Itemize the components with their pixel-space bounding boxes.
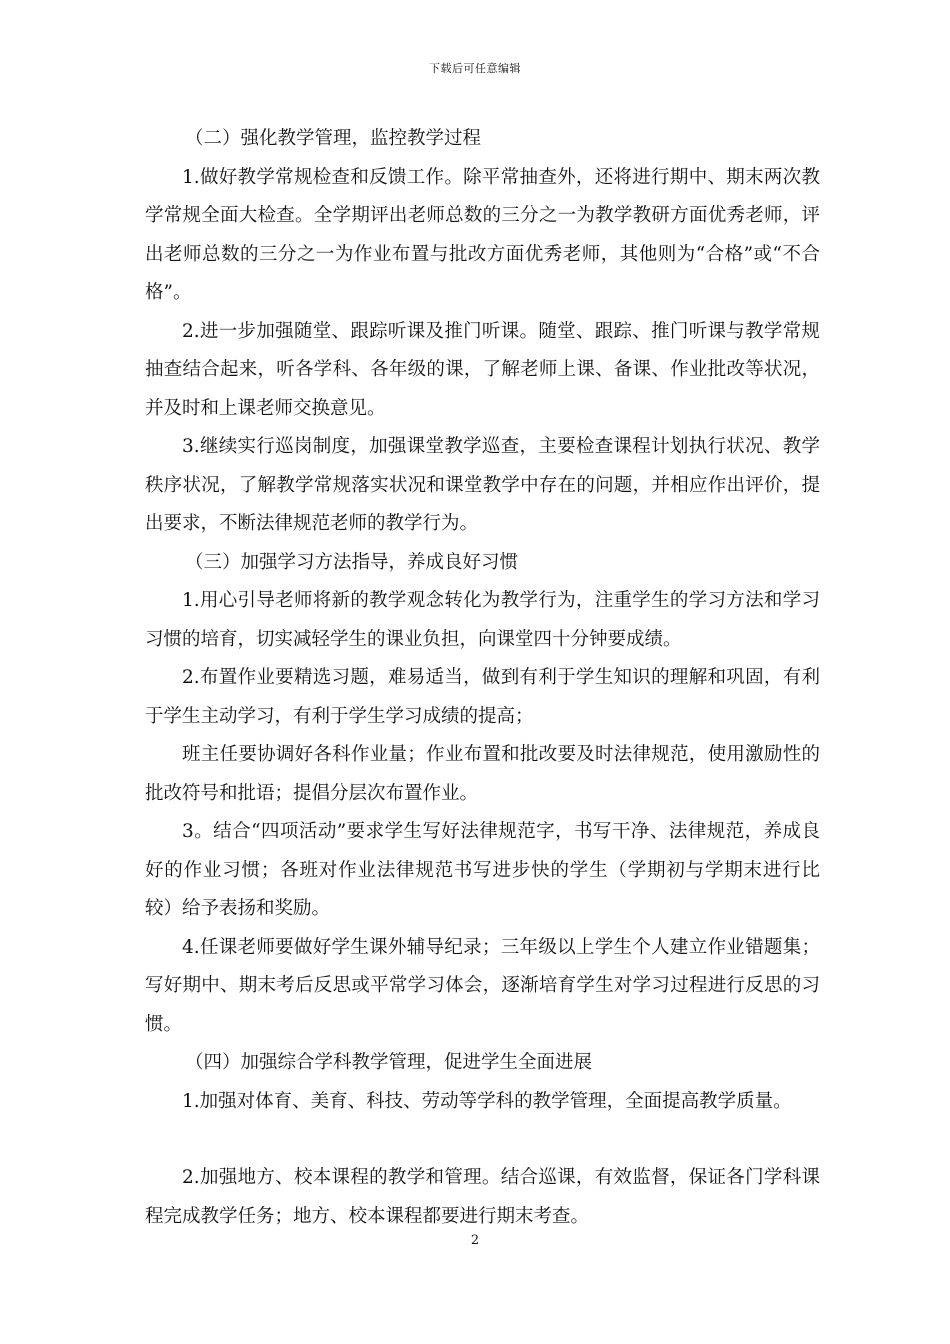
paragraph: 1.做好教学常规检查和反馈工作。除平常抽查外，还将进行期中、期末两次教学常规全面大检查。全学期评出老师总数的三分之一为教学教研方面优秀老师，评出老师总数的三分之一为作业布置与批改方面优秀老师，其他则为“合格”或“不合格”。 xyxy=(145,166,820,303)
paragraph: 4.任课老师要做好学生课外辅导纪录；三年级以上学生个人建立作业错题集；写好期中、期末考后反思或平常学习体会，逐渐培育学生对学习过程进行反思的习惯。 xyxy=(145,936,820,1035)
paragraph: 1.加强对体育、美育、科技、劳动等学科的教学管理，全面提高教学质量。 xyxy=(182,1090,792,1112)
page-number: 2 xyxy=(470,1233,480,1248)
paragraph: 3.继续实行巡岗制度，加强课堂教学巡查，主要检查课程计划执行状况、教学秩序状况，了解教学常规落实状况和课堂教学中存在的问题，并相应作出评价，提出要求，不断法律规范老师的教学行为。 xyxy=(145,436,820,534)
section-heading-2: （二）强化教学管理，监控教学过程 xyxy=(185,128,482,149)
paragraph: 2.布置作业要精选习题，难易适当，做到有利于学生知识的理解和巩固，有利于学生主动学习，有利于学生学习成绩的提高； xyxy=(145,667,820,727)
page-header: 下载后可任意编辑 xyxy=(429,62,521,75)
paragraph: 班主任要协调好各科作业量；作业布置和批改要及时法律规范，使用激励性的批改符号和批语；提倡分层次布置作业。 xyxy=(145,744,820,804)
paragraph: 2.加强地方、校本课程的教学和管理。结合巡课，有效监督，保证各门学科课程完成教学任务；地方、校本课程都要进行期末考查。 xyxy=(145,1167,820,1227)
section-heading-3: （三）加强学习方法指导，养成良好习惯 xyxy=(185,551,519,573)
document-body xyxy=(145,120,820,1236)
paragraph: 2.进一步加强随堂、跟踪听课及推门听课。随堂、跟踪、推门听课与教学常规抽查结合起来，听各学科、各年级的课，了解老师上课、备课、作业批改等状况，并及时和上课老师交换意见。 xyxy=(145,320,820,419)
section-heading-4: （四）加强综合学科教学管理，促进学生全面进展 xyxy=(185,1052,593,1073)
blank-line xyxy=(145,1121,820,1159)
paragraph: 1.用心引导老师将新的教学观念转化为教学行为，注重学生的学习方法和学习习惯的培育，切实减轻学生的课业负担，向课堂四十分钟要成绩。 xyxy=(145,590,820,650)
paragraph: 3。结合“四项活动”要求学生写好法律规范字，书写干净、法律规范，养成良好的作业习惯；各班对作业法律规范书写进步快的学生（学期初与学期末进行比较）给予表扬和奖励。 xyxy=(145,821,820,919)
